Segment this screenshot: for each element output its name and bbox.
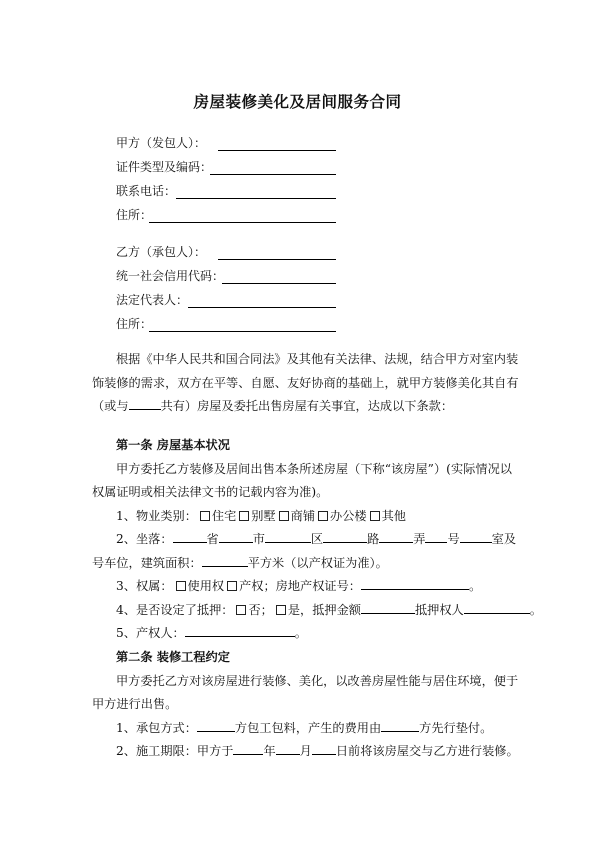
property-cert-label: 产权；房地产权证号：	[239, 579, 361, 593]
contracting-party-blank[interactable]	[197, 718, 235, 732]
residence-option-label: 住宅	[211, 508, 237, 523]
party-b-name-field[interactable]	[116, 244, 206, 260]
room-blank[interactable]	[460, 529, 492, 543]
mortgagee-blank[interactable]	[464, 600, 530, 614]
other-option-label: 其他	[381, 508, 406, 523]
construction-period-label: 2、施工期限：甲方于	[116, 744, 234, 758]
party-b-legal-rep-label: 法定代表人：	[116, 293, 189, 307]
mortgage-no-checkbox[interactable]	[236, 605, 246, 615]
ownership-end: 。	[468, 579, 482, 593]
office-option-label: 办公楼	[330, 508, 367, 523]
party-b-legal-rep-field[interactable]	[116, 292, 188, 308]
article-1-intro-2: 权属证明或相关法律文书的记载内容为准)。	[92, 485, 329, 499]
co-owner-blank[interactable]	[129, 396, 161, 410]
preamble-line-1: 根据《中华人民共和国合同法》及其他有关法律、法规，结合甲方对室内装	[116, 352, 519, 366]
road-blank[interactable]	[323, 529, 367, 543]
document-title: 房屋装修美化及居间服务合同	[193, 93, 402, 111]
area-row	[92, 552, 512, 576]
construction-period-end: 日前将该房屋交与乙方进行装修。	[335, 744, 519, 758]
parking-area-label: 号车位，建筑面积：	[92, 555, 202, 570]
location-label: 2、坐落：	[116, 532, 173, 546]
property-type-row	[92, 505, 512, 529]
contract-method-row	[92, 717, 512, 741]
owner-row	[92, 622, 512, 646]
month-blank[interactable]	[276, 741, 300, 755]
party-a-phone-line	[176, 198, 336, 199]
party-a-phone-field[interactable]	[116, 183, 176, 199]
mortgage-row	[92, 599, 542, 623]
party-b-address-label: 住所：	[116, 317, 153, 331]
party-a-address-label: 住所：	[116, 208, 153, 222]
party-a-name-label: 甲方（发包人）：	[116, 136, 207, 150]
article-2-intro-2: 甲方进行出售。	[92, 697, 178, 711]
construction-period-row	[92, 740, 519, 764]
province-unit: 省	[206, 532, 219, 546]
party-b-credit-code-line	[222, 283, 336, 284]
mortgagee-label: 抵押权人	[414, 602, 464, 617]
district-unit: 区	[310, 532, 324, 546]
article-1-heading: 第一条 房屋基本状况	[116, 438, 230, 452]
party-a-id-field[interactable]	[116, 159, 212, 175]
party-a-id-line	[210, 174, 336, 175]
ownership-label: 3、权属：	[116, 579, 173, 593]
property-right-checkbox[interactable]	[227, 581, 237, 591]
shop-checkbox[interactable]	[279, 511, 289, 521]
preamble	[92, 348, 519, 419]
preamble-line-3-start: （或与	[92, 399, 129, 413]
use-right-checkbox[interactable]	[176, 581, 186, 591]
party-b-credit-code-label: 统一社会信用代码：	[116, 269, 225, 283]
province-blank[interactable]	[173, 529, 207, 543]
owner-label: 5、产权人：	[116, 626, 185, 640]
party-b-credit-code-field[interactable]	[116, 268, 224, 284]
article-1	[92, 434, 542, 646]
party-b-name-line	[218, 259, 336, 260]
article-2	[92, 646, 519, 764]
preamble-line-3	[92, 395, 512, 419]
shop-option-label: 商铺	[290, 508, 316, 523]
office-checkbox[interactable]	[318, 511, 328, 521]
use-right-option-label: 使用权	[187, 579, 225, 593]
mortgage-amount-blank[interactable]	[361, 600, 415, 614]
number-unit: 号	[447, 532, 460, 546]
mortgage-no-label: 否；	[248, 602, 273, 617]
owner-end: 。	[294, 626, 307, 640]
article-1-intro-1: 甲方委托乙方装修及居间出售本条所述房屋（下称“该房屋”）(实际情况以	[116, 461, 512, 476]
contract-method-end: 方先行垫付。	[419, 720, 493, 735]
room-unit: 室及	[491, 532, 517, 546]
residence-checkbox[interactable]	[200, 511, 210, 521]
party-b-legal-rep-line	[188, 307, 336, 308]
party-a-address-line	[149, 222, 336, 223]
mortgage-end: 。	[529, 602, 542, 617]
preamble-line-3-end: 共有）房屋及委托出售房屋有关事宜，达成以下条款：	[160, 399, 454, 413]
owner-blank[interactable]	[185, 623, 295, 637]
property-cert-blank[interactable]	[361, 576, 469, 590]
party-a-address-field[interactable]	[116, 207, 152, 223]
city-blank[interactable]	[219, 529, 253, 543]
party-b-name-label: 乙方（承包人）：	[116, 245, 207, 259]
article-2-intro-1: 甲方委托乙方对该房屋进行装修、美化，以改善房屋性能与居住环境，便于	[116, 673, 519, 688]
mortgage-yes-checkbox[interactable]	[276, 605, 286, 615]
day-blank[interactable]	[312, 741, 336, 755]
location-row	[92, 528, 517, 552]
party-a-name-line	[218, 150, 336, 151]
mortgage-label: 4、是否设定了抵押：	[116, 602, 234, 617]
preamble-line-2: 饰装修的需求，双方在平等、自愿、友好协商的基础上，就甲方装修美化其自有	[92, 375, 519, 390]
year-blank[interactable]	[233, 741, 263, 755]
road-unit: 路	[367, 532, 380, 546]
district-blank[interactable]	[265, 529, 311, 543]
party-a-name-field[interactable]	[116, 135, 206, 151]
property-type-label: 1、物业类别：	[116, 508, 197, 523]
city-unit: 市	[252, 532, 265, 546]
floor-area-blank[interactable]	[202, 553, 248, 567]
party-b-address-field[interactable]	[116, 316, 152, 332]
party-b-address-line	[149, 331, 336, 332]
ownership-row	[92, 575, 512, 599]
lane-blank[interactable]	[379, 529, 413, 543]
lane-unit: 弄	[413, 532, 426, 546]
party-a-id-label: 证件类型及编码：	[116, 160, 213, 174]
article-2-heading: 第二条 装修工程约定	[116, 650, 230, 664]
month-unit: 月	[299, 744, 312, 758]
contract-method-middle: 方包工包料，产生的费用由	[234, 720, 382, 735]
number-blank[interactable]	[425, 529, 447, 543]
year-unit: 年	[263, 744, 276, 758]
contract-method-label: 1、承包方式：	[116, 720, 197, 735]
mortgage-amount-label: 是，抵押金额	[287, 602, 361, 617]
floor-area-unit: 平方米（以产权证为准）。	[247, 555, 388, 570]
party-a-phone-label: 联系电话：	[116, 184, 177, 198]
other-checkbox[interactable]	[370, 511, 380, 521]
advance-party-blank[interactable]	[381, 718, 419, 732]
villa-checkbox[interactable]	[239, 511, 249, 521]
villa-option-label: 别墅	[251, 508, 276, 523]
